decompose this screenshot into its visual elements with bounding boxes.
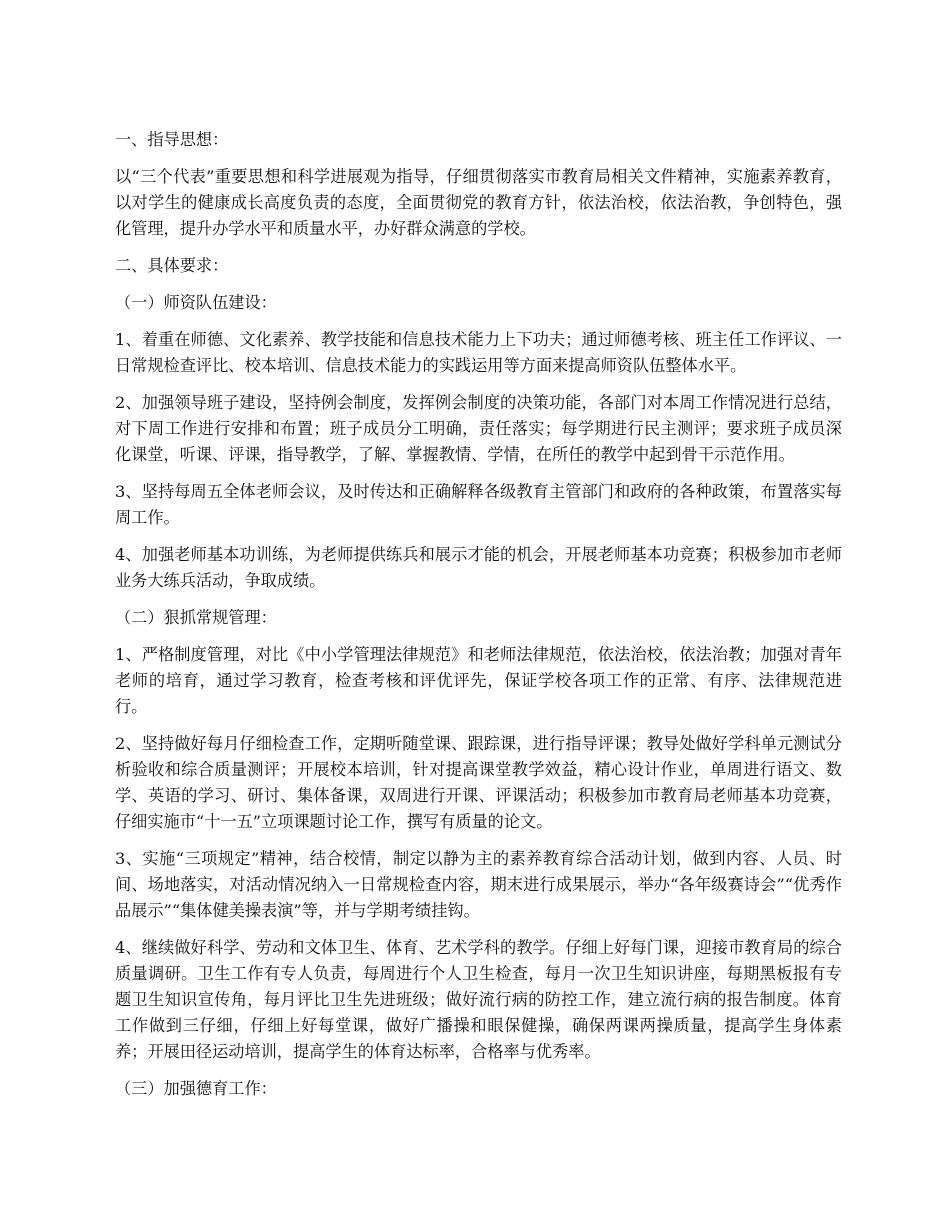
subsection-heading-management: （二）狠抓常规管理： bbox=[115, 608, 277, 627]
paragraph-guiding-thought: 以“三个代表”重要思想和科学进展观为指导，仔细贯彻落实市教育局相关文件精神，实施素养教育，以对学生的健康成长高度负责的态度，全面贯彻党的教育方针，依法治校，依法治教，争创特色，强化管理，提升办学水平和质量水平，办好群众满意的学校。 bbox=[115, 167, 842, 238]
paragraph-teachers-3: 3、坚持每周五全体老师会议，及时传达和正确解释各级教育主管部门和政府的各种政策，布置落实每周工作。 bbox=[115, 482, 842, 527]
subsection-heading-moral-education: （三）加强德育工作： bbox=[115, 1079, 277, 1098]
subsection-heading-teachers: （一）师资队伍建设： bbox=[115, 293, 277, 312]
paragraph-management-4: 4、继续做好科学、劳动和文体卫生、体育、艺术学科的教学。仔细上好每门课，迎接市教育局的综合质量调研。卫生工作有专人负责，每周进行个人卫生检查，每月一次卫生知识讲座，每期黑板报有专题卫生知识宣传角，每月评比卫生先进班级；做好流行病的防控工作，建立流行病的报告制度。体育工作做到三仔细，仔细上好每堂课，做好广播操和眼保健操，确保两课两操质量，提高学生身体素养；开展田径运动培训，提高学生的体育达标率，合格率与优秀率。 bbox=[115, 938, 842, 1061]
section-heading-guiding-thought: 一、指导思想： bbox=[115, 130, 229, 149]
section-heading-requirements: 二、具体要求： bbox=[115, 256, 229, 275]
paragraph-teachers-4: 4、加强老师基本功训练，为老师提供练兵和展示才能的机会，开展老师基本功竞赛；积极参加市老师业务大练兵活动，争取成绩。 bbox=[115, 545, 842, 590]
paragraph-management-3: 3、实施“三项规定”精神，结合校情，制定以静为主的素养教育综合活动计划，做到内容、人员、时间、场地落实，对活动情况纳入一日常规检查内容，期末进行成果展示，举办“各年级赛诗会”“优秀作品展示”“集体健美操表演”等，并与学期考绩挂钩。 bbox=[115, 849, 842, 920]
document-body bbox=[115, 127, 842, 1113]
paragraph-management-2: 2、坚持做好每月仔细检查工作，定期听随堂课、跟踪课，进行指导评课；教导处做好学科单元测试分析验收和综合质量测评；开展校本培训，针对提高课堂教学效益，精心设计作业，单周进行语文、数学、英语的学习、研讨、集体备课，双周进行开课、评课活动；积极参加市教育局老师基本功竞赛，仔细实施市“十一五”立项课题讨论工作，撰写有质量的论文。 bbox=[115, 734, 842, 831]
paragraph-management-1: 1、严格制度管理，对比《中小学管理法律规范》和老师法律规范，依法治校，依法治教；加强对青年老师的培育，通过学习教育，检查考核和评优评先，保证学校各项工作的正常、有序、法律规范进行。 bbox=[115, 645, 842, 716]
paragraph-teachers-2: 2、加强领导班子建设，坚持例会制度，发挥例会制度的决策功能，各部门对本周工作情况进行总结，对下周工作进行安排和布置；班子成员分工明确，责任落实；每学期进行民主测评；要求班子成员深化课堂，听课、评课，指导教学，了解、掌握教情、学情，在所任的教学中起到骨干示范作用。 bbox=[115, 393, 842, 464]
paragraph-teachers-1: 1、着重在师德、文化素养、教学技能和信息技术能力上下功夫；通过师德考核、班主任工作评议、一日常规检查评比、校本培训、信息技术能力的实践运用等方面来提高师资队伍整体水平。 bbox=[115, 330, 842, 375]
